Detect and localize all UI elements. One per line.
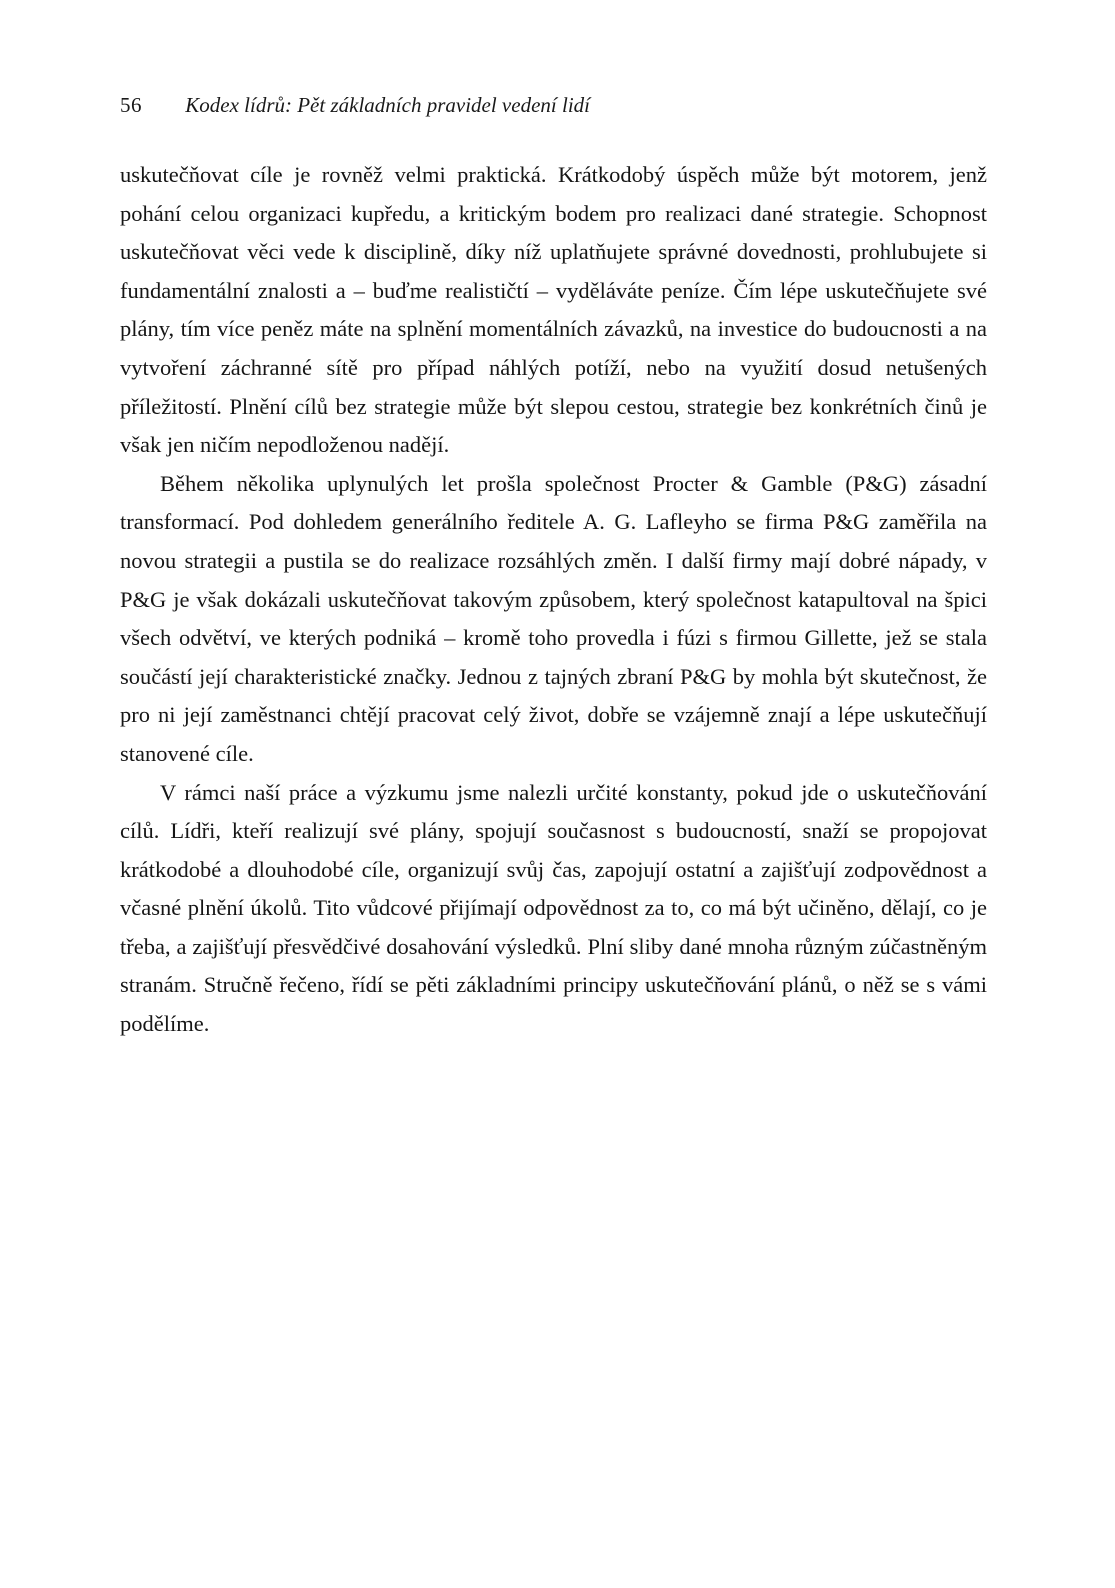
- page-body: [120, 156, 987, 1044]
- paragraph-3: V rámci naší práce a výzkumu jsme nalezli určité konstanty, pokud jde o uskutečňování cílů. Lídři, kteří realizují své plány, spojují současnost s budoucností, snaží se propojovat krátkodobé a dlouhodobé cíle, organizují svůj čas, zapojují ostatní a zajišťují zodpovědnost a včasné plnění úkolů. Tito vůdcové přijímají odpovědnost za to, co má být učiněno, dělají, co je třeba, a zajišťují přesvědčivé dosahování výsledků. Plní sliby dané mnoha různým zúčastněným stranám. Stručně řečeno, řídí se pěti základními principy uskutečňování plánů, o něž se s vámi podělíme.: [120, 779, 987, 1037]
- paragraph-2: Během několika uplynulých let prošla společnost Procter & Gamble (P&G) zásadní transformací. Pod dohledem generálního ředitele A. G. Lafleyho se firma P&G zaměřila na novou strategii a pustila se do realizace rozsáhlých změn. I další firmy mají dobré nápady, v P&G je však dokázali uskutečňovat takovým způsobem, který společnost katapultoval na špici všech odvětví, ve kterých podniká – kromě toho provedla i fúzi s firmou Gillette, jež se stala součástí její charakteristické značky. Jednou z tajných zbraní P&G by mohla být skutečnost, že pro ni její zaměstnanci chtějí pracovat celý život, dobře se vzájemně znají a lépe uskutečňují stanovené cíle.: [120, 470, 987, 766]
- page-number: 56: [120, 93, 142, 117]
- running-header-title: Kodex lídrů: Pět základních pravidel vedení lidí: [185, 93, 590, 117]
- running-header: [120, 92, 987, 118]
- paragraph-1: uskutečňovat cíle je rovněž velmi praktická. Krátkodobý úspěch může být motorem, jenž pohání celou organizaci kupředu, a kritickým bodem pro realizaci dané strategie. Schopnost uskutečňovat věci vede k disciplině, díky níž uplatňujete správné dovednosti, prohlubujete si fundamentální znalosti a – buďme realističtí – vyděláváte peníze. Čím lépe uskutečňujete své plány, tím více peněz máte na splnění momentálních závazků, na investice do budoucnosti a na vytvoření záchranné sítě pro případ náhlých potíží, nebo na využití dosud netušených příležitostí. Plnění cílů bez strategie může být slepou cestou, strategie bez konkrétních činů je však jen ničím nepodloženou nadějí.: [120, 162, 987, 458]
